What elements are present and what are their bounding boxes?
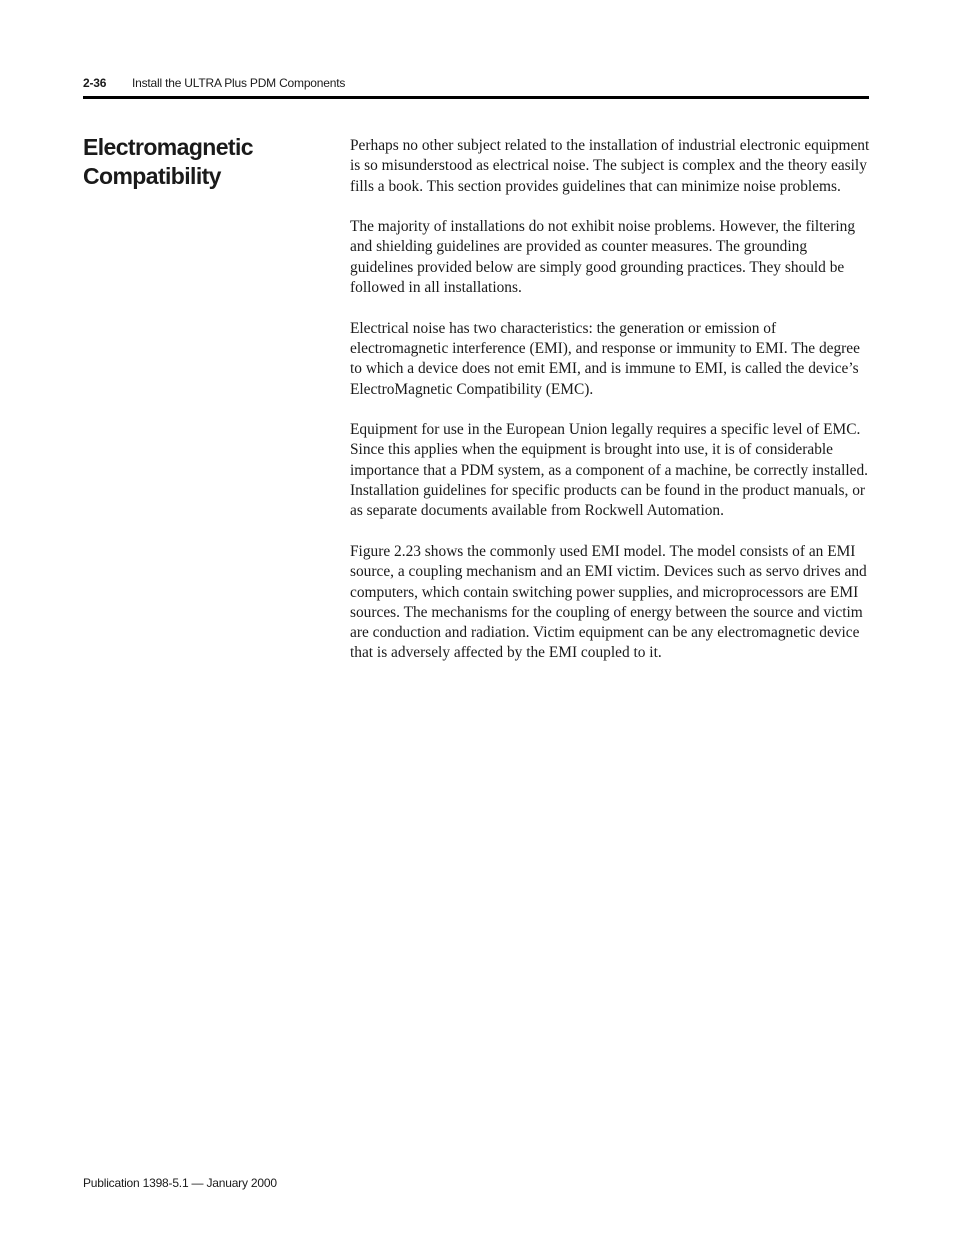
- body-paragraph-4: Equipment for use in the European Union legally requires a specific level of EMC. Since this applies when the equipment is brought into use, it is of considerable importance that a PDM system, as a component of a machine, be correctly installed. Installation guidelines for specific products can be found in the product manuals, or as separate documents available from Rockwell Automation.: [350, 421, 868, 520]
- section-heading: [83, 133, 323, 191]
- page-number: 2-36: [83, 76, 107, 90]
- header-rule: [83, 96, 869, 99]
- chapter-title: Install the ULTRA Plus PDM Components: [132, 76, 346, 90]
- body-paragraph-3: Electrical noise has two characteristics: the generation or emission of electromagnetic interference (EMI), and response or immunity to EMI. The degree to which a device does not emit EMI, and is immune to EMI, is called the device’s ElectroMagnetic Compatibility (EMC).: [350, 319, 860, 398]
- body-paragraph-2: The majority of installations do not exhibit noise problems. However, the filtering and shielding guidelines are provided as counter measures. The grounding guidelines provided below are simply good grounding practices. They should be followed in all installations.: [350, 218, 856, 297]
- section-heading-line-1: Electromagnetic: [83, 134, 253, 160]
- body-paragraph-5: Figure 2.23 shows the commonly used EMI model. The model consists of an EMI source, a coupling mechanism and an EMI victim. Devices such as servo drives and computers, which contain switching power supplies, and microprocessors are EMI sources. The mechanisms for the coupling of energy between the source and victim are conduction and radiation. Victim equipment can be any electromagnetic device that is adversely affected by the EMI coupled to it.: [350, 542, 867, 662]
- running-header: [83, 74, 869, 92]
- section-heading-line-2: Compatibility: [83, 163, 221, 189]
- publication-footer: Publication 1398-5.1 — January 2000: [83, 1176, 277, 1190]
- body-paragraph-1: Perhaps no other subject related to the installation of industrial electronic equipment is so misunderstood as electrical noise. The subject is complex and the theory easily fills a book. This section provides guidelines that can minimize noise problems.: [350, 137, 870, 195]
- section-body: [350, 136, 870, 684]
